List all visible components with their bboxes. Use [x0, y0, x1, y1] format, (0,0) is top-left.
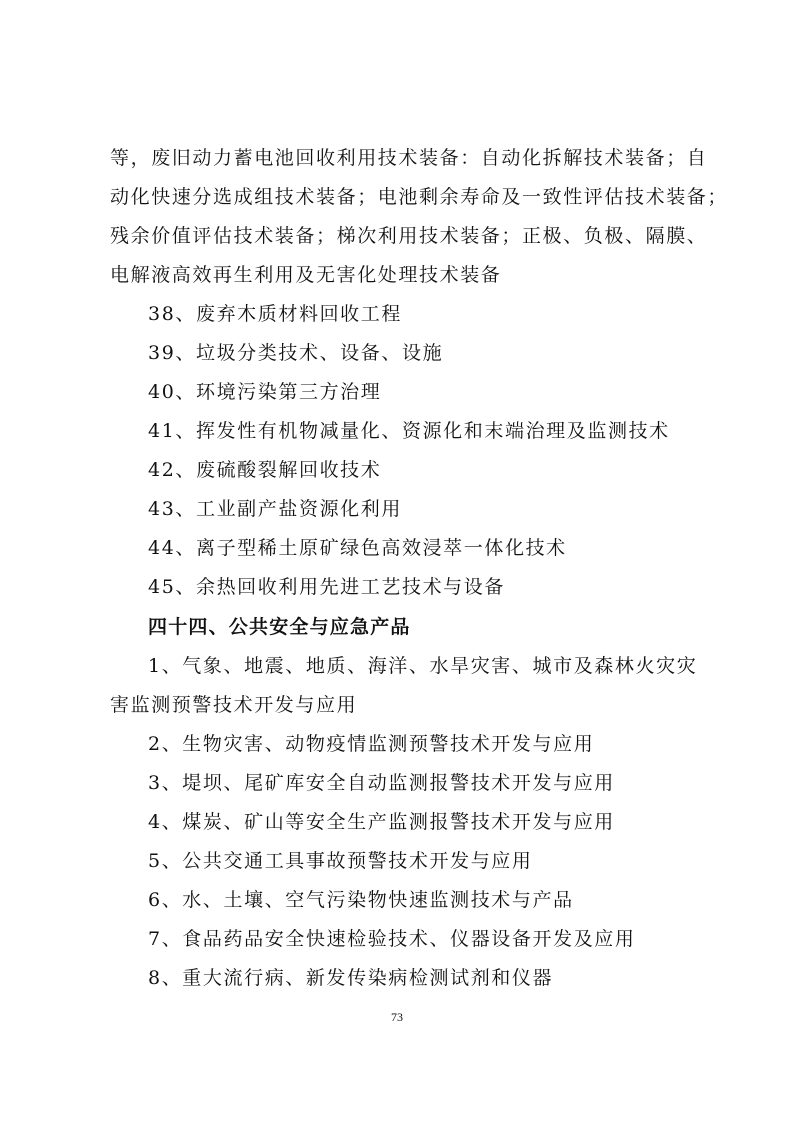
- section-heading: 四十四、公共安全与应急产品: [148, 616, 411, 638]
- paragraph-line: 电解液高效再生利用及无害化处理技术装备: [110, 264, 502, 286]
- list-item: 7、食品药品安全快速检验技术、仪器设备开发及应用: [148, 928, 636, 950]
- list-item: 5、公共交通工具事故预警技术开发与应用: [148, 850, 533, 872]
- paragraph-line: 残余价值评估技术装备；梯次利用技术装备；正极、负极、隔膜、: [110, 225, 708, 247]
- list-item: 3、堤坝、尾矿库安全自动监测报警技术开发与应用: [148, 772, 615, 794]
- list-item: 45、余热回收利用先进工艺技术与设备: [148, 576, 505, 598]
- list-item: 41、挥发性有机物减量化、资源化和末端治理及监测技术: [148, 420, 670, 442]
- list-item: 6、水、土壤、空气污染物快速监测技术与产品: [148, 889, 574, 911]
- list-item: 4、煤炭、矿山等安全生产监测报警技术开发与应用: [148, 811, 615, 833]
- list-item: 38、废弃木质材料回收工程: [148, 303, 402, 325]
- list-item-continuation: 害监测预警技术开发与应用: [110, 694, 358, 716]
- list-item: 43、工业副产盐资源化利用: [148, 498, 402, 520]
- paragraph-line: 动化快速分选成组技术装备；电池剩余寿命及一致性评估技术装备；: [110, 186, 729, 208]
- list-item: 2、生物灾害、动物疫情监测预警技术开发与应用: [148, 733, 595, 755]
- list-item: 40、环境污染第三方治理: [148, 381, 382, 403]
- paragraph-line: 等，废旧动力蓄电池回收利用技术装备：自动化拆解技术装备；自: [110, 147, 708, 169]
- list-item: 1、气象、地震、地质、海洋、水旱灾害、城市及森林火灾灾: [148, 655, 698, 677]
- list-item: 8、重大流行病、新发传染病检测试剂和仪器: [148, 967, 554, 989]
- page-number: 73: [391, 1010, 403, 1024]
- list-item: 44、离子型稀土原矿绿色高效浸萃一体化技术: [148, 537, 567, 559]
- list-item: 39、垃圾分类技术、设备、设施: [148, 342, 444, 364]
- list-item: 42、废硫酸裂解回收技术: [148, 459, 382, 481]
